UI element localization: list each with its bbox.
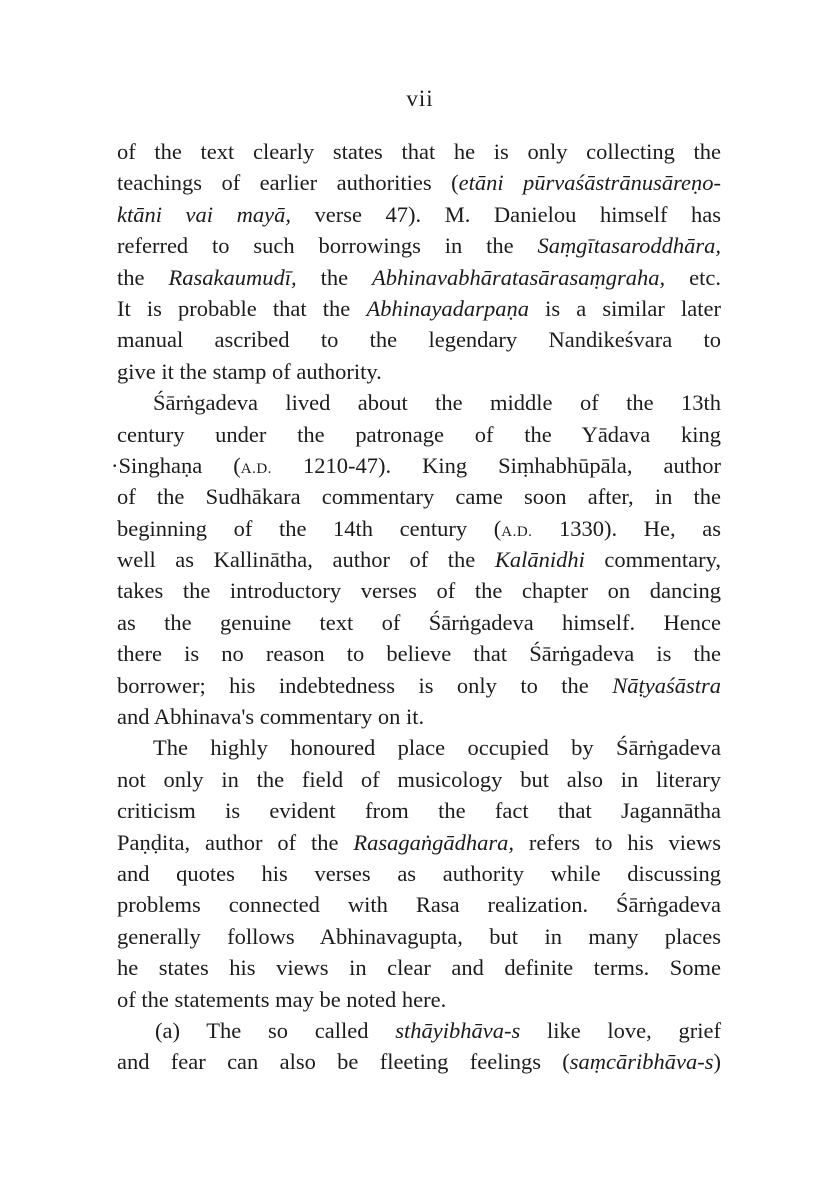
- text-line: and quotes his verses as authority while discussing: [117, 860, 721, 886]
- text-line: The highly honoured place occupied by Śārṅgadeva: [153, 735, 721, 761]
- work-title: Kalānidhi: [494, 547, 585, 573]
- text-line: he states his views in clear and definite terms. Some: [117, 955, 721, 981]
- paragraph: [111, 387, 721, 732]
- text-line: there is no reason to believe that Śārṅgadeva is the: [117, 641, 721, 667]
- text-line: criticism is evident from the fact that Jagannātha: [117, 798, 721, 824]
- text-line: give it the stamp of authority.: [117, 358, 382, 384]
- work-title: Rasakaumudī,: [168, 264, 297, 290]
- text-line: (a) The so called sthāyibhāva-s like love, grief: [155, 1017, 722, 1043]
- text-line: and fear can also be fleeting feelings (saṃcāribhāva-s): [117, 1049, 721, 1075]
- text-line: It is probable that the Abhinayadarpaṇa is a similar later: [117, 295, 722, 321]
- sanskrit-quote: etāni pūrvaśāstrānusāreṇo-: [458, 170, 721, 196]
- text-line: takes the introductory verses of the chapter on dancing: [117, 578, 721, 604]
- text-line: Paṇḍita, author of the Rasagaṅgādhara, refers to his views: [117, 829, 721, 855]
- text-line: as the genuine text of Śārṅgadeva himself. Hence: [117, 609, 721, 635]
- text-line: beginning of the 14th century (A.D. 1330). He, as: [117, 515, 721, 541]
- text-line: borrower; his indebtedness is only to the Nāṭyaśāstra: [117, 672, 721, 698]
- body-text: [111, 136, 722, 1078]
- text-line: problems connected with Rasa realization. Śārṅgadeva: [117, 892, 721, 918]
- text-line: generally follows Abhinavagupta, but in many places: [117, 923, 721, 949]
- text-line: manual ascribed to the legendary Nandikeśvara to: [117, 327, 721, 353]
- sanskrit-quote: ktāni vai mayā,: [117, 201, 291, 227]
- work-title: Abhinayadarpaṇa: [366, 295, 529, 321]
- text-line: referred to such borrowings in the Saṃgītasaroddhāra,: [117, 233, 721, 259]
- text-line: century under the patronage of the Yādava king: [117, 421, 721, 447]
- text-line: and Abhinava's commentary on it.: [117, 704, 425, 730]
- text-line: of the statements may be noted here.: [117, 986, 447, 1012]
- text-line: ktāni vai mayā, verse 47). M. Danielou himself has: [117, 201, 721, 227]
- term: saṃcāribhāva-s: [569, 1049, 714, 1075]
- text-line: Śārṅgadeva lived about the middle of the 13th: [153, 390, 721, 416]
- paragraph: [117, 1015, 721, 1078]
- paragraph: [117, 732, 721, 1015]
- page-number: vii: [406, 86, 434, 111]
- text-line: of the Sudhākara commentary came soon after, in the: [117, 484, 721, 510]
- work-title: Saṃgītasaroddhāra,: [537, 233, 721, 259]
- work-title: Nāṭyaśāstra: [612, 672, 721, 698]
- work-title: Abhinavabhāratasārasaṃgraha,: [372, 264, 666, 290]
- text-line: of the text clearly states that he is only collecting the: [117, 139, 721, 164]
- term: sthāyibhāva-s: [395, 1017, 521, 1043]
- text-line: the Rasakaumudī, the Abhinavabhāratasārasaṃgraha, etc.: [117, 264, 721, 290]
- text-line: ·Singhaṇa (A.D. 1210-47). King Siṃhabhūpāla, author: [111, 452, 721, 478]
- paragraph: [117, 136, 721, 387]
- work-title: Rasagaṅgādhara,: [353, 829, 514, 855]
- text-line: not only in the field of musicology but also in literary: [117, 766, 721, 792]
- text-line: well as Kallinātha, author of the Kalānidhi commentary,: [117, 547, 721, 573]
- text-line: teachings of earlier authorities (etāni pūrvaśāstrānusāreṇo-: [117, 170, 721, 196]
